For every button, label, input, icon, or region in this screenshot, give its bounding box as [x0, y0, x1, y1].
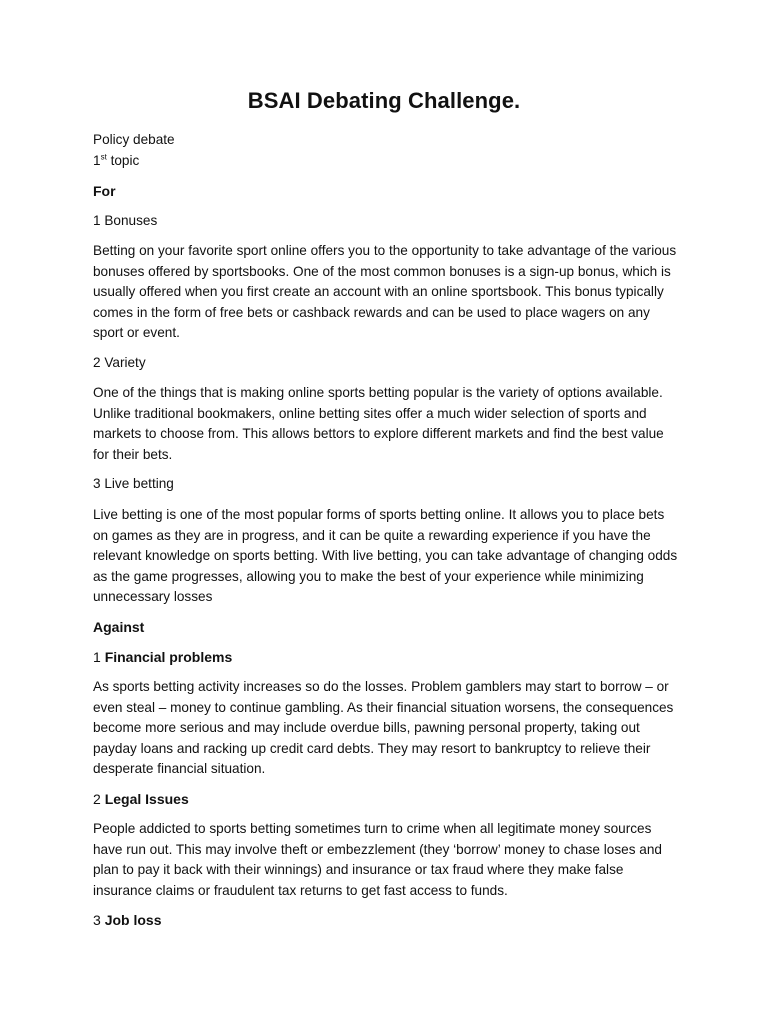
- against-point-1-text: As sports betting activity increases so do the losses. Problem gamblers may start to borrow – or even steal – money to continue gambling. As their financial situation worsens, the consequences become more serious and may include overdue bills, pawning personal property, taking out payday loans and racking up credit card debts. They may resort to bankruptcy to relieve their desperate financial situation.: [93, 679, 674, 776]
- against-point-1-heading: [93, 647, 232, 667]
- against-point-1-number: 1: [93, 649, 101, 665]
- for-point-1-text: Betting on your favorite sport online offers you to the opportunity to take advantage of the various bonuses offered by sportsbooks. One of the most common bonuses is a sign-up bonus, which is usually offered when you first create an account with an online sportsbook. This bonus typically comes in the form of free bets or cashback rewards and can be used to place wagers on any sport or event.: [93, 243, 677, 340]
- for-heading: For: [93, 183, 116, 199]
- topic-line: [93, 151, 139, 171]
- against-point-2-heading: [93, 789, 189, 809]
- against-heading: Against: [93, 619, 145, 635]
- debate-type: Policy debate: [93, 132, 175, 147]
- against-point-2-title: Legal Issues: [104, 791, 189, 807]
- topic-word: topic: [110, 153, 140, 168]
- for-point-2-text: One of the things that is making online sports betting popular is the variety of options available. Unlike traditional bookmakers, online betting sites offer a much wider selection of sports and markets to choose from. This allows bettors to explore different markets and find the best value for their bets.: [93, 385, 664, 462]
- against-point-3-number: 3: [93, 912, 101, 928]
- against-point-2-text: People addicted to sports betting sometimes turn to crime when all legitimate money sources have run out. This may involve theft or embezzlement (they ‘borrow’ money to chase loses and plan to pay it back with their winnings) and insurance or tax fraud where they make false insurance claims or fraudulent tax returns to get fast access to funds.: [93, 821, 662, 898]
- for-point-3-heading: 3 Live betting: [93, 476, 174, 491]
- against-point-3-title: Job loss: [104, 912, 162, 928]
- document-title: BSAI Debating Challenge.: [247, 88, 521, 113]
- for-point-3-text: Live betting is one of the most popular forms of sports betting online. It allows you to place bets on games as they are in progress, and it can be quite a rewarding experience if you have the relevant knowledge on sports betting. With live betting, you can take advantage of changing odds as the game progresses, allowing you to make the best of your experience while minimizing unnecessary losses: [93, 507, 678, 604]
- against-point-1-title: Financial problems: [104, 649, 233, 665]
- against-point-2-number: 2: [93, 791, 101, 807]
- for-point-2-heading: 2 Variety: [93, 355, 146, 370]
- topic-ordinal-suffix: st: [100, 152, 107, 162]
- against-point-3-heading: [93, 910, 161, 930]
- for-point-1-heading: 1 Bonuses: [93, 213, 158, 228]
- topic-number: 1: [93, 153, 101, 168]
